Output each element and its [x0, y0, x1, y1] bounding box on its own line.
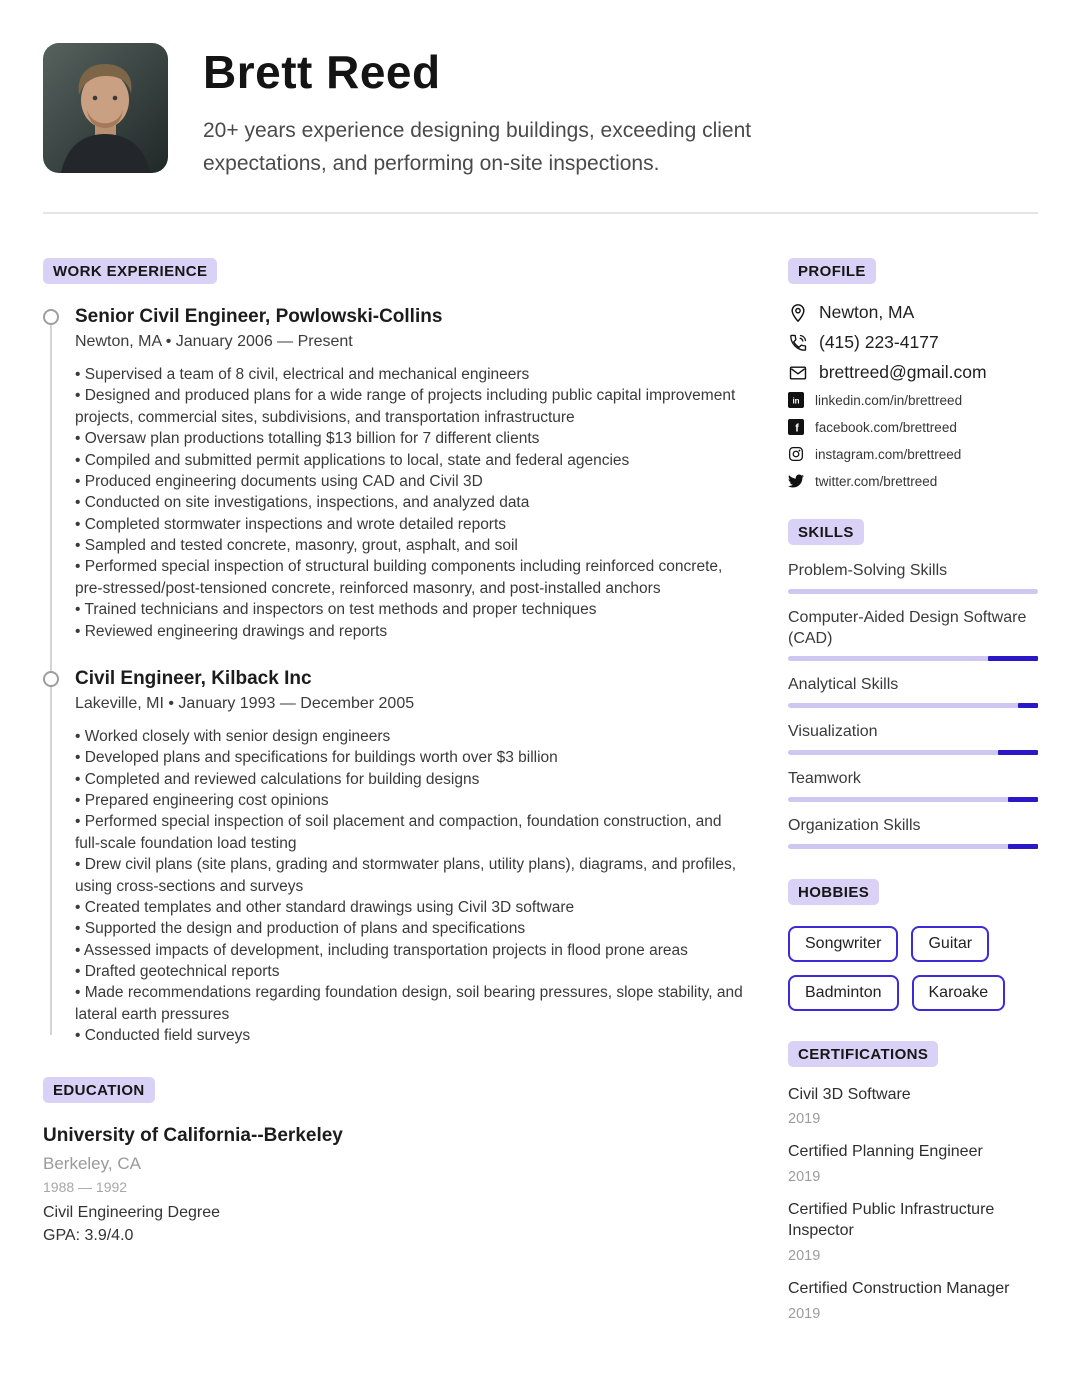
certification-name: Certified Planning Engineer	[788, 1143, 983, 1161]
contact-email	[788, 362, 1038, 383]
skills-list	[788, 561, 1038, 849]
hobby-tag: Karoake	[912, 975, 1006, 1011]
hobby-tag: Songwriter	[788, 926, 898, 962]
skill-label: Analytical Skills	[788, 676, 899, 694]
job-bullet: • Made recommendations regarding foundation design, soil bearing pressures, slope stability, and lateral earth pressures	[75, 982, 745, 1025]
skills-heading: SKILLS	[788, 519, 864, 545]
contact-linkedin	[788, 392, 1038, 408]
contact-phone	[788, 332, 1038, 353]
svg-text:in: in	[792, 396, 800, 406]
job-title: Senior Civil Engineer, Powlowski-Collins	[75, 306, 443, 328]
right-column	[788, 258, 1038, 1352]
job-bullet: • Drew civil plans (site plans, grading and stormwater plans, utility plans), diagrams, and profiles, using cross-sections and surveys	[75, 854, 745, 897]
job-bullet: • Conducted field surveys	[75, 1025, 745, 1046]
education-dates: 1988 — 1992	[43, 1178, 128, 1195]
certification-item	[788, 1085, 1038, 1128]
contact-linkedin-text: linkedin.com/in/brettreed	[815, 392, 963, 408]
skill-bar-accent	[998, 750, 1038, 755]
job-bullet: • Performed special inspection of structural building components including reinforced concrete, pre-stressed/post-tensioned concrete, reinforced masonry, and post-installed anchors	[75, 556, 745, 599]
job-bullet: • Oversaw plan productions totalling $13 billion for 7 different clients	[75, 428, 745, 449]
contact-location	[788, 302, 1038, 323]
skill-bar	[788, 797, 1038, 802]
contact-email-text: brettreed@gmail.com	[819, 362, 987, 383]
job-bullet-list	[75, 726, 745, 1047]
skill-label: Organization Skills	[788, 816, 921, 834]
certification-item	[788, 1200, 1038, 1264]
skill-label: Problem-Solving Skills	[788, 562, 948, 580]
skill-item	[788, 769, 1038, 802]
skill-label: Computer-Aided Design Software (CAD)	[788, 608, 1027, 647]
skill-bar	[788, 844, 1038, 849]
job-bullet: • Created templates and other standard drawings using Civil 3D software	[75, 897, 745, 918]
profile-photo	[43, 43, 168, 173]
certifications-heading: CERTIFICATIONS	[788, 1041, 938, 1067]
job-bullet: • Developed plans and specifications for buildings worth over $3 billion	[75, 747, 745, 768]
skill-bar-accent	[1008, 797, 1038, 802]
job-bullet: • Sampled and tested concrete, masonry, grout, asphalt, and soil	[75, 535, 745, 556]
contact-phone-text: (415) 223-4177	[819, 332, 939, 353]
certification-name: Certified Public Infrastructure Inspector	[788, 1201, 995, 1240]
phone-icon	[788, 333, 808, 353]
work-experience-section	[43, 258, 745, 1047]
education-section	[43, 1077, 745, 1245]
education-gpa: GPA: 3.9/4.0	[43, 1226, 134, 1244]
job-bullet: • Worked closely with senior design engineers	[75, 726, 745, 747]
work-experience-heading: WORK EXPERIENCE	[43, 258, 217, 284]
left-column	[43, 258, 745, 1352]
header-divider	[43, 212, 1038, 214]
timeline-circle-icon	[43, 309, 59, 325]
skill-item	[788, 608, 1038, 662]
job-title: Civil Engineer, Kilback Inc	[75, 667, 312, 689]
candidate-name: Brett Reed	[203, 46, 441, 98]
job-bullet: • Designed and produced plans for a wide range of projects including public capital improvement projects, commercial sites, subdivisions, and transportation infrastructure	[75, 385, 745, 428]
hobby-tag: Badminton	[788, 975, 899, 1011]
profile-photo-illustration	[43, 43, 168, 173]
job-meta: Newton, MA • January 2006 — Present	[75, 333, 353, 351]
email-icon	[788, 363, 808, 383]
education-entry	[43, 1125, 745, 1245]
education-school: University of California--Berkeley	[43, 1124, 343, 1146]
certification-year: 2019	[788, 1111, 821, 1128]
skill-item	[788, 722, 1038, 755]
contact-instagram	[788, 446, 1038, 462]
education-heading: EDUCATION	[43, 1077, 155, 1103]
instagram-icon	[788, 446, 804, 462]
skill-bar-accent	[1008, 844, 1038, 849]
certification-year: 2019	[788, 1247, 821, 1264]
candidate-summary: 20+ years experience designing buildings, exceeding client expectations, and performing on-site inspections.	[203, 119, 752, 175]
contact-instagram-text: instagram.com/brettreed	[815, 446, 962, 462]
header	[43, 43, 1038, 180]
main-columns	[43, 258, 1038, 1352]
job-entry	[75, 306, 745, 642]
skill-bar	[788, 656, 1038, 661]
contact-twitter	[788, 473, 1038, 489]
profile-heading: PROFILE	[788, 258, 876, 284]
skill-label: Visualization	[788, 723, 878, 741]
job-bullet-list	[75, 364, 745, 642]
skill-bar	[788, 703, 1038, 708]
skill-bar	[788, 750, 1038, 755]
linkedin-icon	[788, 392, 804, 408]
job-bullet: • Drafted geotechnical reports	[75, 961, 745, 982]
job-bullet: • Completed and reviewed calculations for building designs	[75, 769, 745, 790]
certifications-section	[788, 1041, 1038, 1322]
profile-section	[788, 258, 1038, 489]
job-bullet: • Completed stormwater inspections and wrote detailed reports	[75, 514, 745, 535]
hobbies-section	[788, 879, 1038, 1011]
job-bullet: • Produced engineering documents using CAD and Civil 3D	[75, 471, 745, 492]
job-bullet: • Assessed impacts of development, including transportation projects in flood prone areas	[75, 940, 745, 961]
facebook-icon	[788, 419, 804, 435]
skill-bar	[788, 589, 1038, 594]
contact-location-text: Newton, MA	[819, 302, 915, 323]
job-bullet: • Performed special inspection of soil placement and compaction, foundation construction, and full-scale foundation load testing	[75, 811, 745, 854]
skill-label: Teamwork	[788, 770, 861, 788]
job-bullet: • Compiled and submitted permit applications to local, state and federal agencies	[75, 450, 745, 471]
skill-item	[788, 561, 1038, 594]
job-bullet: • Conducted on site investigations, inspections, and analyzed data	[75, 492, 745, 513]
hobbies-heading: HOBBIES	[788, 879, 879, 905]
timeline-circle-icon	[43, 671, 59, 687]
contact-facebook-text: facebook.com/brettreed	[815, 419, 957, 435]
certification-name: Civil 3D Software	[788, 1085, 911, 1103]
skill-bar-accent	[1018, 703, 1038, 708]
job-entry	[75, 668, 745, 1047]
job-bullet: • Supervised a team of 8 civil, electrical and mechanical engineers	[75, 364, 745, 385]
contact-twitter-text: twitter.com/brettreed	[815, 473, 938, 489]
skills-section	[788, 519, 1038, 849]
contact-facebook	[788, 419, 1038, 435]
job-meta: Lakeville, MI • January 1993 — December 2005	[75, 694, 415, 712]
job-bullet: • Prepared engineering cost opinions	[75, 790, 745, 811]
certification-list	[788, 1085, 1038, 1322]
job-bullet: • Trained technicians and inspectors on test methods and proper techniques	[75, 599, 745, 620]
hobby-tags	[788, 926, 1028, 1011]
location-pin-icon	[788, 303, 808, 323]
svg-text:f: f	[795, 422, 799, 435]
hobby-tag: Guitar	[911, 926, 989, 962]
skill-bar-accent	[988, 656, 1038, 661]
skill-item	[788, 816, 1038, 849]
education-degree: Civil Engineering Degree	[43, 1203, 220, 1221]
certification-item	[788, 1142, 1038, 1185]
job-bullet: • Reviewed engineering drawings and reports	[75, 621, 745, 642]
skill-item	[788, 675, 1038, 708]
certification-name: Certified Construction Manager	[788, 1279, 1010, 1297]
contact-list	[788, 302, 1038, 489]
certification-year: 2019	[788, 1305, 821, 1322]
education-location: Berkeley, CA	[43, 1153, 141, 1173]
certification-item	[788, 1279, 1038, 1322]
certification-year: 2019	[788, 1169, 821, 1186]
job-bullet: • Supported the design and production of plans and specifications	[75, 918, 745, 939]
header-text	[203, 43, 848, 180]
experience-timeline	[43, 306, 745, 1047]
twitter-icon	[788, 473, 804, 489]
